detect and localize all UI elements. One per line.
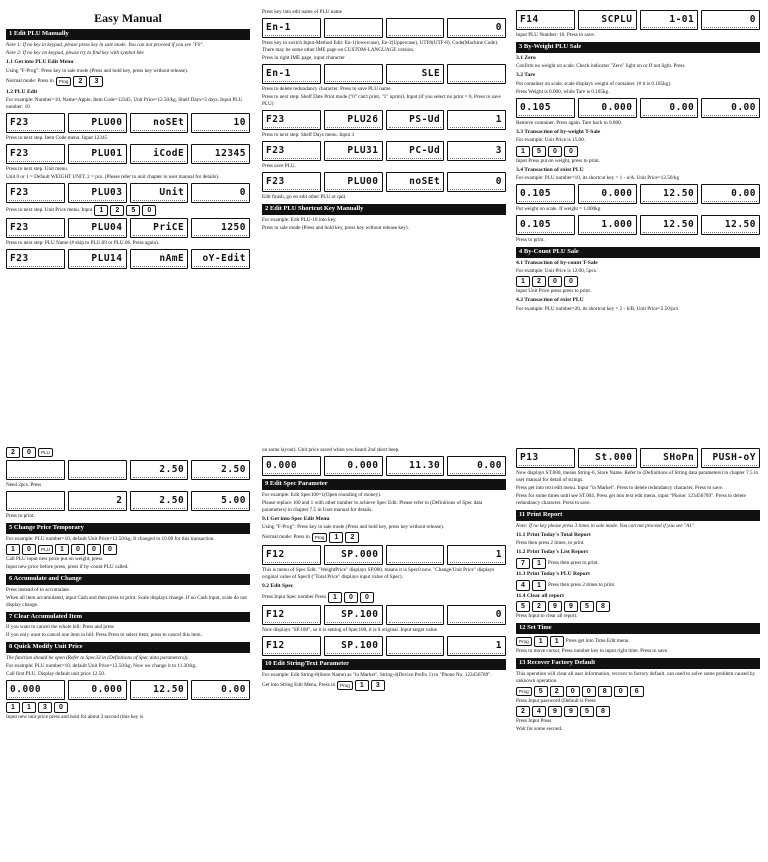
text: This is menu of Spec Edit. "WeightPrice" displays SP.000, means it is Spec0 now. "Change/Unit Price" displays original value of Spec0 ("Total Price" displays input value of Spec). — [262, 567, 495, 581]
text: This operation will clear all user information, recover to factory default. can used to solve some problem caused by unknown operation. — [516, 670, 756, 684]
key: 1 — [516, 276, 530, 287]
lcd-unitprice: 2.50 — [130, 491, 189, 511]
lcd-weight: 0.105 — [516, 98, 575, 118]
key-row — [516, 706, 760, 717]
lcd-total: 12.50 — [701, 215, 760, 235]
lcd-display — [516, 215, 760, 235]
lcd-weight: F23 — [6, 249, 65, 269]
text: Using "F-Prog": Press key in sale mode (Press and hold key, press key without release). — [262, 524, 444, 531]
text: Press then press 2 times, to print. — [516, 540, 585, 547]
text: Press get into text edit menu. Input "in Market". Press to delete redundancy character. Press to save. — [516, 485, 724, 492]
lcd-total: 5.00 — [191, 491, 250, 511]
lcd-unitprice: 11.30 — [386, 456, 445, 476]
lcd-weight: F23 — [262, 141, 321, 161]
text: Edit finish, go on edit other PLU or quit. — [262, 194, 347, 201]
lcd-weight: F23 — [6, 183, 65, 203]
lcd-display — [6, 113, 250, 133]
text: Please replace 100 and 1 with other number to achieve Spec Edit. Please refer to (Definitions of Spec data parameters) in chapter 7.5 in User manual for details. — [262, 499, 483, 513]
key: 3 — [89, 76, 103, 87]
lcd-total: 0.00 — [701, 184, 760, 204]
key: 4 — [516, 580, 530, 591]
key: 0 — [142, 205, 156, 216]
lcd-display — [516, 98, 760, 118]
lcd-weightprice: SP.000 — [324, 545, 383, 565]
lcd-weightprice: 2 — [68, 491, 127, 511]
key: 1 — [6, 702, 20, 713]
key: 2 — [550, 686, 564, 697]
lcd-total — [447, 64, 506, 84]
lcd-display — [262, 141, 506, 161]
lcd-total: 0 — [191, 183, 250, 203]
lcd-total: 1 — [447, 545, 506, 565]
lcd-display — [6, 218, 250, 238]
manual-page-4 — [6, 446, 250, 846]
key: 1 — [355, 680, 369, 691]
key: 2 — [516, 706, 530, 717]
note-1: Note 1: If no key in keypad, please press key in sale mode. You can not proceed if you see "F0". — [6, 41, 204, 48]
key: 0 — [614, 686, 628, 697]
subsection-3-2: 3.2 Tare — [516, 72, 536, 79]
manual-page-5 — [262, 446, 506, 846]
key: 8 — [596, 706, 610, 717]
subsection-11-2: 11.2 Print Today's List Report — [516, 549, 588, 556]
lcd-weightprice: SCPLU — [578, 10, 637, 30]
key: 0 — [22, 447, 36, 458]
lcd-display — [6, 680, 250, 700]
text: Press to next step: Shelf Days menu. Input 3 — [262, 132, 355, 139]
lcd-display — [262, 636, 506, 656]
text: Press key to switch Input-Method Edit: En-1(lowercase), En-2(Uppercase), UTF8(UTF-8), Code(Machine Code). There may be some other IME page on CUSTOM-LANGUAGE version. — [262, 40, 499, 54]
subsection-11-1: 11.1 Print Today's Total Report — [516, 531, 591, 538]
lcd-unitprice: 12.50 — [640, 184, 699, 204]
text: Now displays ST.000, means String-0, Store Name. Refer to (Definitions of String data parameters) in chapter 7.5 in user manual for detail of strings. — [516, 470, 758, 484]
key-row — [262, 592, 506, 603]
lcd-weight: 0.000 — [262, 456, 321, 476]
lcd-weight: F12 — [262, 545, 321, 565]
lcd-unitprice — [386, 605, 445, 625]
key: PLU — [38, 545, 53, 554]
lcd-unitprice: iCodE — [130, 144, 189, 164]
lcd-total: oY-Edit — [191, 249, 250, 269]
lcd-weight: En-1 — [262, 18, 321, 38]
text: Need 2pcs. Press — [6, 482, 42, 488]
text: Press to next step. Unit menu. — [6, 166, 69, 173]
text: Press to print. — [516, 237, 545, 244]
key: 5 — [580, 601, 594, 612]
lcd-total: 0 — [447, 18, 506, 38]
lcd-weightprice: PLU31 — [324, 141, 383, 161]
lcd-weightprice: 0.000 — [578, 98, 637, 118]
lcd-weight: F23 — [6, 113, 65, 133]
key-row — [516, 686, 760, 697]
text: Press then press 2 times to print. — [548, 581, 616, 588]
lcd-weight: F14 — [516, 10, 575, 30]
key: 1 — [6, 544, 20, 555]
lcd-total: 0 — [701, 10, 760, 30]
text: Now displays "SP.100", so it is setting of Spec100, it is 0 original. Input target value — [262, 626, 437, 633]
text: For example: PLU number=10, default Unit Price=12.50/kg. It changed to 10.00 for this transaction. — [6, 535, 215, 542]
lcd-weightprice: PLU01 — [68, 144, 127, 164]
lcd-weight: F23 — [262, 110, 321, 130]
text: Press key into edit name of PLU name — [262, 9, 342, 15]
lcd-total: 0.00 — [191, 680, 250, 700]
subsection-1-1: 1.1 Get into PLU Edit Menu — [6, 58, 74, 65]
key-row — [6, 76, 250, 87]
subsection-4-1: 4.1 Transaction of by-count T-Sale — [516, 259, 598, 266]
key: 1 — [22, 702, 36, 713]
text: Press for some times until see ST.004. Press get into text edit menu, input "Phone: 123456789". Press to delete redundancy character. Press to save. — [516, 493, 746, 507]
lcd-weightprice: PLU04 — [68, 218, 127, 238]
lcd-weightprice: PLU00 — [68, 113, 127, 133]
text: Press to next step. Item Code menu. Input 12345 — [6, 135, 108, 142]
lcd-display — [262, 172, 506, 192]
text: When all item accumulated, input Cash and then press to print. Scale displays change. If no Cash input, scale do not display change. — [6, 594, 247, 608]
text: Press Input Press — [516, 717, 552, 724]
text: Press then press to print. — [548, 559, 599, 566]
section-11-header: 11 Print Report — [516, 510, 760, 521]
lcd-weightprice: 0.000 — [324, 456, 383, 476]
lcd-unitprice: 2.50 — [130, 460, 189, 480]
lcd-weightprice — [324, 18, 383, 38]
lcd-unitprice: PC-Ud — [386, 141, 445, 161]
section-7-header: 7 Clear Accumulated Item — [6, 612, 250, 623]
key-row — [6, 544, 250, 555]
key: 5 — [580, 706, 594, 717]
text: If you only want to cancel one item in bill: Press Press to select item, press to cancel this item. — [6, 632, 202, 639]
lcd-weightprice: SP.100 — [324, 605, 383, 625]
lcd-weight: F23 — [6, 218, 65, 238]
text: Wait for some second. — [516, 725, 563, 732]
key: 0 — [582, 686, 596, 697]
text: If you want to cancel the whole bill: Press and press — [6, 624, 115, 631]
key: 1 — [328, 592, 342, 603]
key-row — [516, 636, 760, 647]
lcd-unitprice: SLE — [386, 64, 445, 84]
lcd-total: PUSH-oY — [701, 448, 760, 468]
lcd-display — [6, 249, 250, 269]
section-1-header: 1 Edit PLU Manually — [6, 29, 250, 40]
lcd-unitprice: Unit — [130, 183, 189, 203]
lcd-unitprice: SHoPn — [640, 448, 699, 468]
key: 9 — [548, 706, 562, 717]
key: 0 — [548, 146, 562, 157]
key: 5 — [126, 205, 140, 216]
key: 5 — [534, 686, 548, 697]
key: 2 — [6, 447, 20, 458]
subsection-3-4: 3.4 Transaction of exist PLU — [516, 166, 584, 173]
text: Confirm no weight on scale. Check indicator "Zero" light on or If not light. Press — [516, 63, 685, 70]
note-2: Note 2: If no key on keypad, please try to find key with symbol like — [6, 49, 144, 56]
key: 1 — [550, 636, 564, 647]
lcd-total: 0.00 — [447, 456, 506, 476]
text: on some layout). Unit price saved when you heard 2nd short beep. — [262, 447, 400, 453]
key-row — [516, 558, 760, 569]
lcd-weightprice — [324, 64, 383, 84]
lcd-weightprice: 0.000 — [578, 184, 637, 204]
text: For example: Edit String-8(Store Name) as "in Market", String-4(Device Prefix 1) to "Phone No. 123456789". — [262, 671, 492, 678]
lcd-weight: En-1 — [262, 64, 321, 84]
key: 0 — [71, 544, 85, 555]
key: Prog — [337, 681, 353, 690]
lcd-display — [262, 545, 506, 565]
lcd-display — [6, 491, 250, 511]
lcd-display — [262, 456, 506, 476]
key: 2 — [532, 276, 546, 287]
text: Call first PLU, Display default unit price 12.50. — [6, 671, 106, 678]
text: For example: Edit Spec100=1(Open rounding of money). — [262, 491, 382, 498]
lcd-unitprice: 0.00 — [640, 98, 699, 118]
lcd-weightprice — [68, 460, 127, 480]
key-row — [516, 580, 760, 591]
lcd-unitprice: 12.50 — [640, 215, 699, 235]
text: For example: PLU number=10, default Unit Price=12.50/kg. Now we change it to 11.30/kg. — [6, 663, 197, 670]
lcd-weightprice: PLU26 — [324, 110, 383, 130]
key-row — [262, 532, 506, 543]
text: Press to move cursor, Press number key to input right time. Press to save. — [516, 647, 669, 654]
lcd-weightprice: 0.000 — [68, 680, 127, 700]
section-4-header: 4 By-Count PLU Sale — [516, 247, 760, 258]
lcd-unitprice: noSEt — [130, 113, 189, 133]
key: 2 — [345, 532, 359, 543]
lcd-weightprice: PLU00 — [324, 172, 383, 192]
key: 1 — [329, 532, 343, 543]
manual-title: Easy Manual — [94, 11, 162, 25]
lcd-unitprice — [386, 18, 445, 38]
lcd-weight: F12 — [262, 605, 321, 625]
text: Input Press put on weight, press to print. — [516, 157, 601, 164]
lcd-unitprice: PS-Ud — [386, 110, 445, 130]
key: 1 — [94, 205, 108, 216]
lcd-display — [516, 448, 760, 468]
key: 5 — [516, 601, 530, 612]
key: 9 — [548, 601, 562, 612]
text: Put container on scale, scale displays weight of container. (# it is 0.105kg). — [516, 80, 672, 87]
lcd-display — [262, 18, 506, 38]
text: Unit 0 or 1 = Default WEIGHT UNIT, 2 = pcs. (Please refer to unit chapter in user manual for details). — [6, 174, 220, 181]
lcd-unitprice: 1-01 — [640, 10, 699, 30]
key: 1 — [532, 558, 546, 569]
lcd-total: 0.00 — [701, 98, 760, 118]
key: Prog — [312, 533, 328, 542]
lcd-display — [6, 460, 250, 480]
text: For example: PLU number=20, its shortcut key = 2 - b/B, Unit Price=2.50/pcs — [516, 306, 679, 312]
manual-page-3 — [516, 8, 760, 408]
key-row — [6, 702, 250, 713]
section-2-header: 2 Edit PLU Shortcut Key Manually — [262, 204, 506, 215]
section-8-header: 8 Quick Modify Unit Price — [6, 642, 250, 653]
key: 2 — [110, 205, 124, 216]
lcd-unitprice: noSEt — [386, 172, 445, 192]
text: Press in right IME page, input character — [262, 55, 345, 62]
subsection-4-2: 4.2 Transaction of exist PLU — [516, 297, 584, 304]
key: 0 — [103, 544, 117, 555]
lcd-total: 0 — [447, 605, 506, 625]
key: 1 — [55, 544, 69, 555]
text: Normal mode: Press in — [6, 77, 54, 84]
lcd-total: 2.50 — [191, 460, 250, 480]
key: 0 — [54, 702, 68, 713]
text: For example: Unit Price is 12.00, 5pcs. — [516, 268, 598, 275]
key: 1 — [534, 636, 548, 647]
key: 3 — [371, 680, 385, 691]
key: 2 — [532, 601, 546, 612]
lcd-display — [6, 183, 250, 203]
text: Press instead of to accumulate. — [6, 586, 71, 593]
lcd-weight — [6, 491, 65, 511]
manual-page-2 — [262, 8, 506, 408]
subsection-11-4: 11.4 Clear all report — [516, 592, 564, 599]
text: Input new unit price press and hold for about 3 second (this key is — [6, 714, 144, 721]
subsection-3-1: 3.1 Zero — [516, 54, 536, 61]
key: 3 — [38, 702, 52, 713]
key-row — [516, 601, 760, 612]
key: 0 — [566, 686, 580, 697]
lcd-display — [516, 10, 760, 30]
lcd-unitprice: nAmE — [130, 249, 189, 269]
key: 1 — [516, 146, 530, 157]
text: Press to delete redundancy character. Press to save PLU name. — [262, 86, 392, 93]
manual-page-6 — [516, 446, 760, 846]
section-13-header: 13 Recover Factory Default — [516, 658, 760, 669]
text: Press Weight is 0.000, while Tare is 0.105kg. — [516, 88, 610, 95]
lcd-total: 10 — [191, 113, 250, 133]
key: Prog — [56, 77, 72, 86]
lcd-unitprice: 12.50 — [130, 680, 189, 700]
text: Press save PLU. — [262, 163, 296, 170]
key: 9 — [564, 601, 578, 612]
lcd-unitprice: PriCE — [130, 218, 189, 238]
text: Put weight on scale. If weight = 1.000kg — [516, 206, 601, 213]
text: Remove container. Press again. Tare back to 0.000. — [516, 119, 622, 126]
lcd-weight — [6, 460, 65, 480]
key: 0 — [564, 276, 578, 287]
lcd-weight: 0.105 — [516, 184, 575, 204]
text: For example: PLU number=10, its shortcut key = 1 - a/A. Unit Price=12.50/kg — [516, 175, 680, 182]
lcd-total: 1 — [447, 636, 506, 656]
key-row — [6, 205, 250, 216]
text: Press to print. — [6, 513, 35, 520]
lcd-weightprice: SP.100 — [324, 636, 383, 656]
text: For example: Edit PLU-10 into key. — [262, 216, 337, 223]
key: Prog — [516, 687, 532, 696]
key: 1 — [532, 580, 546, 591]
manual-page-1 — [6, 8, 250, 408]
lcd-unitprice — [386, 545, 445, 565]
lcd-total: 1 — [447, 110, 506, 130]
text: For example: Number=10, Name=Apple, Item Code=12345, Unit Price=12.50/kg, Shelf Days=3 days. Input PLU number: 10 — [6, 97, 243, 111]
key: 0 — [22, 544, 36, 555]
lcd-weightprice: PLU14 — [68, 249, 127, 269]
lcd-weightprice: St.000 — [578, 448, 637, 468]
lcd-display — [262, 110, 506, 130]
lcd-total: 1250 — [191, 218, 250, 238]
key: 0 — [344, 592, 358, 603]
key: 7 — [516, 558, 530, 569]
key: 2 — [73, 76, 87, 87]
subsection-1-2: 1.2 PLU Edit — [6, 88, 38, 95]
text: Input Unit Price press press to print. — [516, 288, 592, 295]
text: Press Input Spec number Press — [262, 593, 326, 600]
key: 9 — [564, 706, 578, 717]
lcd-weightprice: PLU03 — [68, 183, 127, 203]
subsection-11-3: 11.3 Print Today's PLU Report — [516, 570, 590, 577]
text: Press to next step. Unit Price menu. Input — [6, 207, 93, 214]
subsection-3-3: 3.3 Transaction of by-weight T-Sale — [516, 128, 601, 135]
key: 6 — [630, 686, 644, 697]
lcd-weight: 0.105 — [516, 215, 575, 235]
subsection-9-2: 9.2 Edit Spec — [262, 583, 294, 590]
section-3-header: 3 By-Weight PLU Sale — [516, 42, 760, 53]
text: The function should be open (Refer to Spec33 in (Definitions of Spec data parameters)). — [6, 655, 189, 662]
key: 8 — [596, 601, 610, 612]
key-row — [6, 447, 250, 458]
key: 0 — [548, 276, 562, 287]
text: Press Input to clear all report. — [516, 613, 578, 620]
text: Using "F-Prog": Press key in sale mode (Press and hold key, press key without release). — [6, 67, 188, 74]
section-10-header: 10 Edit String/Text Parameter — [262, 659, 506, 670]
text: Press to next step: PLU Name (# skip to PLU.09 or PLU.06. Press again). — [6, 240, 160, 247]
key-row — [516, 276, 760, 287]
key: 4 — [532, 706, 546, 717]
text: Press in sale mode (Press and hold key, press key without release key). — [262, 224, 409, 231]
text: For example: Unit Price is 15.00. — [516, 137, 586, 144]
key: 0 — [360, 592, 374, 603]
text: Input new price before press, press if by-count PLU called. — [6, 563, 129, 570]
section-5-header: 5 Change Price Temporary — [6, 523, 250, 534]
key-row — [516, 146, 760, 157]
lcd-total: 12345 — [191, 144, 250, 164]
section-9-header: 9 Edit Spec Parameter — [262, 479, 506, 490]
lcd-display — [262, 605, 506, 625]
text: Normal mode: Press in — [262, 534, 310, 541]
text: Get into String Edit Menu, Press in — [262, 681, 336, 688]
key: Prog — [516, 637, 532, 646]
lcd-total: 0 — [447, 172, 506, 192]
subsection-9-1: 9.1 Get into Spec Edit Menu — [262, 515, 330, 522]
lcd-display — [262, 64, 506, 84]
text: Input PLU Number: 10, Press to save. — [516, 32, 595, 38]
section-6-header: 6 Accumulate and Change — [6, 574, 250, 585]
key: 0 — [87, 544, 101, 555]
key: 5 — [532, 146, 546, 157]
section-12-header: 12 Set Time — [516, 623, 760, 634]
lcd-weight: F23 — [6, 144, 65, 164]
text: Press Input password (Default is Press — [516, 697, 596, 704]
text: Note: If no key please press 3 times in sale mode. You can not proceed if you see "A1". — [516, 522, 696, 529]
lcd-weight: 0.000 — [6, 680, 65, 700]
key: 8 — [598, 686, 612, 697]
text: Press to next step: Shelf Date Print mode ("0" can't print, "1" uprint). Input (if you select no print = 0, Press to save PLU) — [262, 94, 501, 108]
lcd-weight: F23 — [262, 172, 321, 192]
key: 0 — [564, 146, 578, 157]
text: Press get into Time Edit menu. — [565, 637, 630, 644]
lcd-display — [516, 184, 760, 204]
key-row — [262, 680, 506, 691]
lcd-weight: F12 — [262, 636, 321, 656]
lcd-unitprice — [386, 636, 445, 656]
key: PLU — [38, 448, 53, 457]
lcd-total: 3 — [447, 141, 506, 161]
lcd-weightprice: 1.000 — [578, 215, 637, 235]
lcd-display — [6, 144, 250, 164]
text: Call PLU input new price put on weight, press — [6, 555, 103, 562]
lcd-weight: P13 — [516, 448, 575, 468]
